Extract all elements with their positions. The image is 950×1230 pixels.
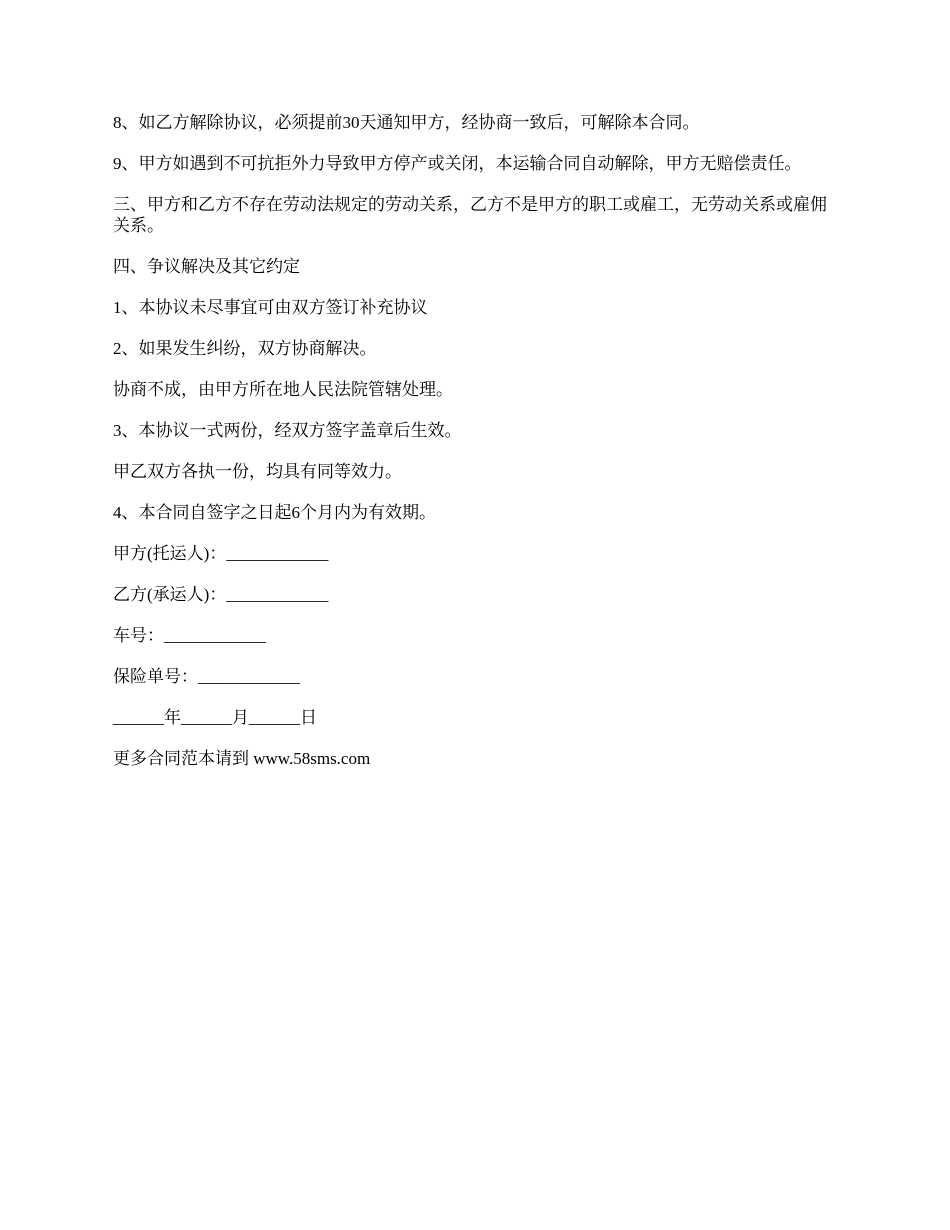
insurance-number-line: 保险单号：____________ xyxy=(113,667,300,686)
section-4-item-1: 1、本协议未尽事宜可由双方签订补充协议 xyxy=(113,298,428,317)
section-4-item-3-cont: 甲乙双方各执一份，均具有同等效力。 xyxy=(113,462,402,481)
vehicle-number-line: 车号：____________ xyxy=(113,626,266,645)
party-a-signature-line: 甲方(托运人)：____________ xyxy=(113,544,329,563)
document-page xyxy=(113,112,843,789)
date-line: ______年______月______日 xyxy=(113,708,317,727)
section-4-heading: 四、争议解决及其它约定 xyxy=(113,257,300,276)
section-4-item-4: 4、本合同自签字之日起6个月内为有效期。 xyxy=(113,503,436,522)
section-4-item-3: 3、本协议一式两份，经双方签字盖章后生效。 xyxy=(113,421,462,440)
clause-9: 9、甲方如遇到不可抗拒外力导致甲方停产或关闭，本运输合同自动解除，甲方无赔偿责任。 xyxy=(113,154,802,173)
section-3-labor-relation: 三、甲方和乙方不存在劳动法规定的劳动关系，乙方不是甲方的职工或雇工，无劳动关系或雇佣关系。 xyxy=(113,195,827,235)
section-4-item-2-cont: 协商不成，由甲方所在地人民法院管辖处理。 xyxy=(113,380,453,399)
section-4-item-2: 2、如果发生纠纷，双方协商解决。 xyxy=(113,339,377,358)
clause-8: 8、如乙方解除协议，必须提前30天通知甲方，经协商一致后，可解除本合同。 xyxy=(113,113,700,132)
footer-more-templates: 更多合同范本请到 www.58sms.com xyxy=(113,749,371,768)
party-b-signature-line: 乙方(承运人)：____________ xyxy=(113,585,329,604)
